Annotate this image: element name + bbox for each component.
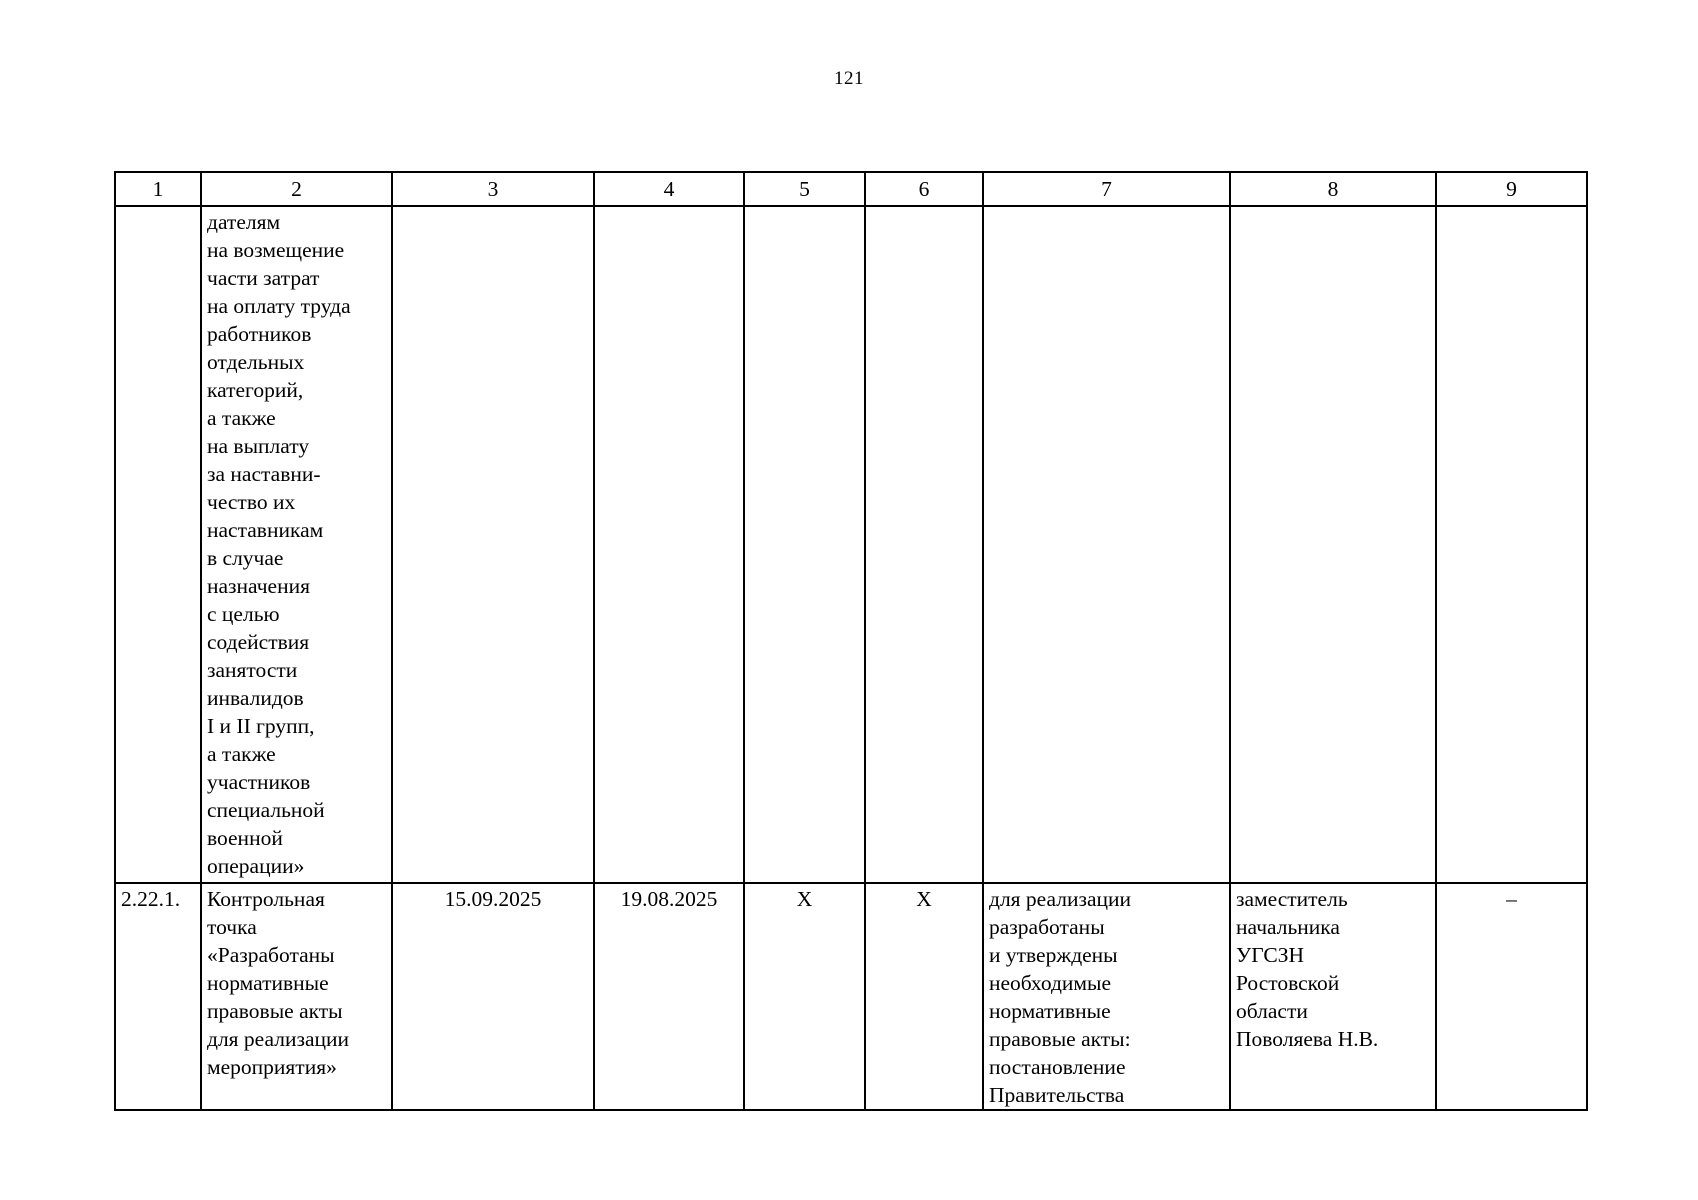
cell-col8: [1230, 206, 1436, 883]
cell-checkpoint-name: Контрольная точка «Разработаны нормативные правовые акты для реализации мероприятия»: [201, 883, 392, 1110]
column-header-4: 4: [594, 172, 744, 206]
cell-col6-mark: X: [865, 883, 983, 1110]
cell-responsible: заместитель начальника УГСЗН Ростовской области Поволяева Н.В.: [1230, 883, 1436, 1110]
column-number-row: [115, 172, 1587, 206]
cell-col5: [744, 206, 865, 883]
cell-col6: [865, 206, 983, 883]
column-header-7: 7: [983, 172, 1230, 206]
cell-col9: [1436, 206, 1587, 883]
column-header-1: 1: [115, 172, 201, 206]
cell-name-continuation: дателям на возмещение части затрат на оплату труда работников отдельных категорий, а также на выплату за наставни- чество их наставникам в случае назначения с целью содействия занятости инвалидов I и II групп, а также участников специальной военной операции»: [201, 206, 392, 883]
cell-number: [115, 206, 201, 883]
cell-date-plan: 15.09.2025: [392, 883, 594, 1110]
column-header-8: 8: [1230, 172, 1436, 206]
column-header-5: 5: [744, 172, 865, 206]
cell-date-fact: 19.08.2025: [594, 883, 744, 1110]
cell-col7: [983, 206, 1230, 883]
table-row-continuation: [115, 206, 1587, 883]
cell-result: для реализации разработаны и утверждены необходимые нормативные правовые акты: постановление Правительства: [983, 883, 1230, 1110]
column-header-2: 2: [201, 172, 392, 206]
cell-col4: [594, 206, 744, 883]
page-number: 121: [834, 68, 864, 89]
cell-col5-mark: X: [744, 883, 865, 1110]
cell-col9-dash: –: [1436, 883, 1587, 1110]
column-header-3: 3: [392, 172, 594, 206]
column-header-9: 9: [1436, 172, 1587, 206]
plan-table: [114, 171, 1588, 1111]
cell-checkpoint-number: 2.22.1.: [115, 883, 201, 1110]
cell-col3: [392, 206, 594, 883]
column-header-6: 6: [865, 172, 983, 206]
table-row-checkpoint: [115, 883, 1587, 1110]
